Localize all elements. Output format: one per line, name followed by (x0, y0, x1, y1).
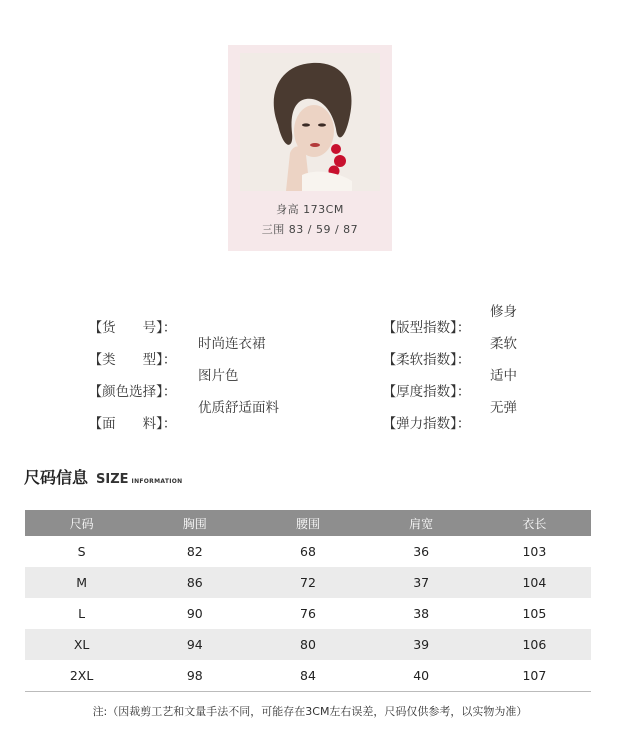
cell-bust: 90 (186, 606, 203, 621)
spec-item-elasticity (374, 396, 517, 448)
header-size: 尺码 (25, 510, 138, 536)
cell-length: 104 (478, 567, 591, 598)
size-title-cn: 尺码信息 (24, 468, 89, 487)
spec-value: 无弹 (490, 400, 517, 416)
cell-shoulder: 39 (365, 629, 478, 660)
cell-size: L (78, 606, 86, 621)
cell-bust: 82 (186, 544, 203, 559)
model-measurements: 三围 83 / 59 / 87 (261, 223, 359, 236)
cell-waist: 80 (251, 629, 364, 660)
size-section-title (24, 465, 183, 488)
spec-label: 【弹力指数】： (382, 416, 471, 432)
cell-waist: 72 (251, 567, 364, 598)
spec-item-fabric (80, 396, 279, 448)
table-row (25, 598, 591, 629)
model-card (228, 45, 392, 251)
spec-value: 时尚连衣裙 (198, 336, 266, 352)
cell-waist: 84 (251, 660, 364, 692)
cell-size: XL (25, 629, 138, 660)
model-photo (240, 53, 380, 191)
cell-length: 105 (522, 606, 547, 621)
spec-label: 【面 料】： (88, 416, 177, 432)
table-row (25, 536, 591, 567)
size-table-header (25, 510, 591, 536)
size-title-en-small: INFORMATION (131, 478, 183, 485)
cell-bust: 98 (138, 660, 251, 692)
spec-value: 图片色 (198, 368, 239, 384)
spec-label: 【版型指数】： (382, 320, 471, 336)
spec-value: 柔软 (490, 336, 517, 352)
header-waist: 腰围 (251, 510, 364, 536)
table-row (25, 629, 591, 660)
table-row (25, 567, 591, 598)
cell-shoulder: 40 (365, 660, 478, 692)
cell-length: 107 (478, 660, 591, 692)
header-bust: 胸围 (138, 510, 251, 536)
spec-label: 【厚度指数】： (382, 384, 471, 400)
header-shoulder: 肩宽 (365, 510, 478, 536)
header-length: 衣长 (478, 510, 591, 536)
spec-label: 【类 型】： (88, 352, 177, 368)
cell-size: M (25, 567, 138, 598)
spec-value: 优质舒适面料 (198, 400, 279, 416)
spec-value: 适中 (490, 368, 517, 384)
model-height: 身高 173CM (276, 203, 344, 216)
size-disclaimer-note: 注:（因裁剪工艺和文量手法不同，可能存在3CM左右误差，尺码仅供参考，以实物为准） (92, 705, 528, 718)
cell-size: S (77, 544, 86, 559)
size-table (25, 510, 591, 692)
cell-bust: 86 (138, 567, 251, 598)
cell-size: 2XL (25, 660, 138, 692)
table-row (25, 660, 591, 692)
cell-length: 103 (522, 544, 547, 559)
spec-value: 修身 (490, 304, 517, 320)
cell-waist: 68 (300, 544, 316, 559)
cell-shoulder: 36 (413, 544, 430, 559)
spec-label: 【颜色选择】： (88, 384, 177, 400)
cell-shoulder: 37 (365, 567, 478, 598)
size-title-en: SIZE (96, 472, 129, 487)
cell-bust: 94 (138, 629, 251, 660)
cell-length: 106 (478, 629, 591, 660)
cell-waist: 76 (300, 606, 316, 621)
spec-label: 【货 号】： (88, 320, 177, 336)
cell-shoulder: 38 (413, 606, 430, 621)
spec-label: 【柔软指数】： (382, 352, 471, 368)
